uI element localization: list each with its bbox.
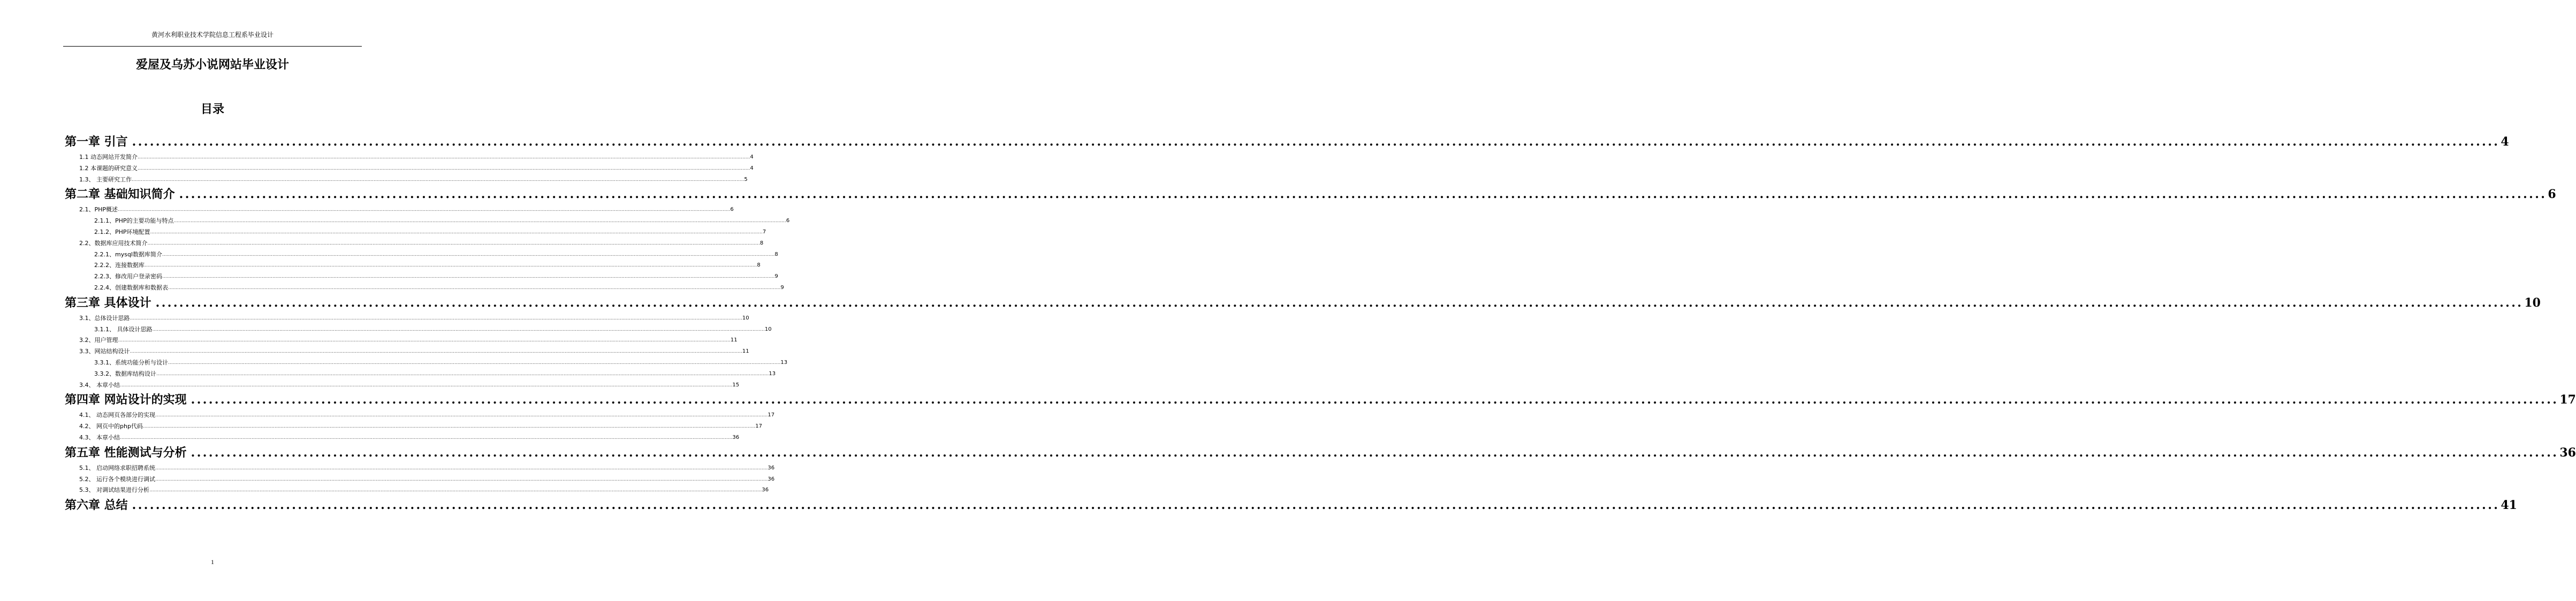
toc-entry-page: 4 <box>750 165 754 171</box>
toc-entry-title: 4.3、 本章小结 <box>79 433 120 441</box>
toc-section-entry[interactable] <box>65 324 772 336</box>
toc-chapter-entry[interactable] <box>65 391 2576 409</box>
toc-entry-page: 17 <box>755 423 763 430</box>
header-divider <box>63 46 362 47</box>
toc-section-entry[interactable] <box>65 174 748 186</box>
toc-entry-page: 36 <box>732 434 740 440</box>
toc-entry-page: 11 <box>742 348 749 355</box>
toc-entry-title: 2.2、数据库应用技术简介 <box>79 239 148 247</box>
toc-entry-page: 36 <box>768 465 775 471</box>
toc-entry-page: 10 <box>742 315 749 321</box>
toc-entry-title: 1.1 动态网站开发简介 <box>79 154 138 161</box>
toc-section-entry[interactable] <box>65 249 778 261</box>
toc-entry-page: 13 <box>769 370 776 377</box>
toc-leader-dots: ................................................................................................................................................................................................................................................................................................................................................................................................................ <box>149 488 762 493</box>
toc-entry-page: 8 <box>774 251 778 257</box>
toc-chapter-entry[interactable] <box>65 294 2541 312</box>
toc-section-entry[interactable] <box>65 238 764 249</box>
toc-leader-dots: ................................................................................................................................................................................................................................................................................................................................................................................................................ <box>191 393 2559 407</box>
toc-leader-dots: ................................................................................................................................................................................................................................................................................................................................................................................................................ <box>147 240 760 246</box>
toc-entry-title: 2.2.2、连接数据库 <box>94 262 145 269</box>
toc-entry-title: 1.2 本课题的研究意义 <box>79 164 138 172</box>
toc-section-entry[interactable] <box>65 271 778 283</box>
toc-leader-dots: ................................................................................................................................................................................................................................................................................................................................................................................................................ <box>120 382 733 388</box>
toc-entry-page: 6 <box>730 207 734 213</box>
toc-entry-title: 第三章 具体设计 <box>65 295 151 310</box>
toc-section-entry[interactable] <box>65 204 734 216</box>
document-title: 爱屋及乌苏小说网站毕业设计 <box>135 58 289 72</box>
toc-section-entry[interactable] <box>65 283 784 294</box>
toc-entry-title: 3.2、用户管理 <box>79 337 118 344</box>
toc-leader-dots: ................................................................................................................................................................................................................................................................................................................................................................................................................ <box>155 476 768 482</box>
toc-leader-dots: ................................................................................................................................................................................................................................................................................................................................................................................................................ <box>168 360 781 366</box>
toc-section-entry[interactable] <box>65 410 775 421</box>
toc-chapter-entry[interactable] <box>65 444 2576 462</box>
toc-section-entry[interactable] <box>65 227 766 238</box>
toc-entry-page: 4 <box>2501 135 2509 149</box>
toc-entry-page: 9 <box>774 273 778 280</box>
toc-entry-title: 第五章 性能测试与分析 <box>65 445 187 460</box>
toc-entry-title: 5.1、 启动网络求职招聘系统 <box>79 464 155 471</box>
toc-leader-dots: ................................................................................................................................................................................................................................................................................................................................................................................................................ <box>145 263 757 269</box>
toc-leader-dots: ................................................................................................................................................................................................................................................................................................................................................................................................................ <box>162 252 775 257</box>
toc-section-entry[interactable] <box>65 474 775 485</box>
toc-section-entry[interactable] <box>65 216 790 227</box>
toc-leader-dots: ................................................................................................................................................................................................................................................................................................................................................................................................................ <box>155 413 768 419</box>
toc-entry-page: 6 <box>786 218 790 224</box>
toc-leader-dots: ................................................................................................................................................................................................................................................................................................................................................................................................................ <box>118 338 731 344</box>
toc-entry-page: 17 <box>768 412 775 419</box>
toc-leader-dots: ................................................................................................................................................................................................................................................................................................................................................................................................................ <box>118 207 731 213</box>
toc-entry-title: 3.1.1、 具体设计思路 <box>94 325 153 333</box>
toc-leader-dots: ................................................................................................................................................................................................................................................................................................................................................................................................................ <box>191 445 2559 460</box>
toc-entry-title: 3.3.1、系统功能分析与设计 <box>94 359 168 366</box>
toc-entry-title: 3.4、 本章小结 <box>79 381 120 389</box>
toc-section-entry[interactable] <box>65 152 754 163</box>
toc-entry-page: 6 <box>2548 187 2556 202</box>
toc-leader-dots: ................................................................................................................................................................................................................................................................................................................................................................................................................ <box>156 371 769 377</box>
toc-leader-dots: ................................................................................................................................................................................................................................................................................................................................................................................................................ <box>162 274 775 280</box>
toc-entry-title: 第一章 引言 <box>65 135 128 149</box>
toc-entry-title: 第四章 网站设计的实现 <box>65 393 187 407</box>
toc-section-entry[interactable] <box>65 432 740 444</box>
toc-section-entry[interactable] <box>65 463 775 474</box>
toc-entry-page: 36 <box>762 487 769 493</box>
toc-section-entry[interactable] <box>65 357 788 369</box>
toc-entry-page: 17 <box>2559 393 2576 407</box>
toc-entry-title: 1.3、 主要研究工作 <box>79 176 132 183</box>
toc-section-entry[interactable] <box>65 260 761 271</box>
toc-entry-page: 10 <box>2524 295 2541 310</box>
toc-leader-dots: ................................................................................................................................................................................................................................................................................................................................................................................................................ <box>142 424 756 430</box>
toc-leader-dots: ................................................................................................................................................................................................................................................................................................................................................................................................................ <box>168 285 781 291</box>
toc-leader-dots: ................................................................................................................................................................................................................................................................................................................................................................................................................ <box>179 187 2547 202</box>
toc-entry-title: 5.3、 对调试结果进行分析 <box>79 486 149 494</box>
toc-section-entry[interactable] <box>65 369 776 380</box>
toc-leader-dots: ................................................................................................................................................................................................................................................................................................................................................................................................................ <box>132 498 2500 513</box>
toc-entry-title: 5.2、 运行各个模块进行调试 <box>79 475 155 483</box>
toc-leader-dots: ................................................................................................................................................................................................................................................................................................................................................................................................................ <box>130 315 742 321</box>
toc-section-entry[interactable] <box>65 485 769 496</box>
toc-section-entry[interactable] <box>65 421 763 432</box>
toc-section-entry[interactable] <box>65 163 754 174</box>
toc-leader-dots: ................................................................................................................................................................................................................................................................................................................................................................................................................ <box>138 155 750 160</box>
toc-heading: 目录 <box>200 102 224 116</box>
toc-entry-title: 2.1.1、PHP的主要功能与特点 <box>94 217 174 225</box>
toc-leader-dots: ................................................................................................................................................................................................................................................................................................................................................................................................................ <box>155 465 768 471</box>
toc-entry-page: 8 <box>757 262 761 269</box>
toc-entry-title: 3.3、网站结构设计 <box>79 348 130 355</box>
toc-section-entry[interactable] <box>65 380 740 391</box>
toc-chapter-entry[interactable] <box>65 133 2509 151</box>
toc-leader-dots: ................................................................................................................................................................................................................................................................................................................................................................................................................ <box>152 326 765 332</box>
toc-leader-dots: ................................................................................................................................................................................................................................................................................................................................................................................................................ <box>120 435 733 440</box>
toc-section-entry[interactable] <box>65 313 749 324</box>
toc-entry-page: 36 <box>2559 445 2576 460</box>
toc-section-entry[interactable] <box>65 346 749 357</box>
toc-entry-title: 2.1、PHP概述 <box>79 206 118 214</box>
toc-leader-dots: ................................................................................................................................................................................................................................................................................................................................................................................................................ <box>138 165 750 171</box>
toc-entry-title: 2.2.4、创建数据库和数据表 <box>94 284 168 291</box>
table-of-contents <box>65 133 2576 515</box>
toc-entry-page: 15 <box>732 382 740 388</box>
toc-entry-page: 11 <box>730 337 738 344</box>
toc-entry-page: 8 <box>759 240 764 246</box>
running-header: 黄河水利职业技术学院信息工程系毕业设计 <box>151 31 273 39</box>
toc-leader-dots: ................................................................................................................................................................................................................................................................................................................................................................................................................ <box>132 177 744 182</box>
toc-entry-title: 3.3.2、数据库结构设计 <box>94 370 156 377</box>
toc-leader-dots: ................................................................................................................................................................................................................................................................................................................................................................................................................ <box>132 135 2500 149</box>
toc-entry-title: 2.2.1、mysql数据库简介 <box>94 250 162 258</box>
toc-leader-dots: ................................................................................................................................................................................................................................................................................................................................................................................................................ <box>155 295 2524 310</box>
toc-entry-page: 5 <box>744 176 748 182</box>
toc-entry-page: 13 <box>780 359 788 366</box>
toc-entry-title: 2.2.3、修改用户登录密码 <box>94 273 162 280</box>
toc-leader-dots: ................................................................................................................................................................................................................................................................................................................................................................................................................ <box>130 349 742 355</box>
toc-chapter-entry[interactable] <box>65 185 2556 203</box>
toc-entry-page: 7 <box>762 229 766 235</box>
toc-entry-title: 第二章 基础知识简介 <box>65 187 175 202</box>
toc-leader-dots: ................................................................................................................................................................................................................................................................................................................................................................................................................ <box>173 218 786 224</box>
toc-entry-title: 2.1.2、PHP环境配置 <box>94 228 150 235</box>
toc-section-entry[interactable] <box>65 335 738 346</box>
page-number: 1 <box>211 558 214 566</box>
toc-entry-page: 9 <box>780 284 784 291</box>
toc-entry-page: 36 <box>768 476 775 482</box>
toc-chapter-entry[interactable] <box>65 496 2517 514</box>
toc-entry-title: 第六章 总结 <box>65 498 128 513</box>
toc-leader-dots: ................................................................................................................................................................................................................................................................................................................................................................................................................ <box>150 229 763 235</box>
toc-entry-title: 3.1、总体设计思路 <box>79 314 130 322</box>
toc-entry-page: 10 <box>764 326 772 332</box>
toc-entry-title: 4.2、 网页中的php代码 <box>79 423 143 430</box>
toc-entry-page: 41 <box>2501 498 2517 513</box>
toc-entry-title: 4.1、 动态网页各部分的实现 <box>79 412 155 419</box>
toc-entry-page: 4 <box>750 154 754 160</box>
